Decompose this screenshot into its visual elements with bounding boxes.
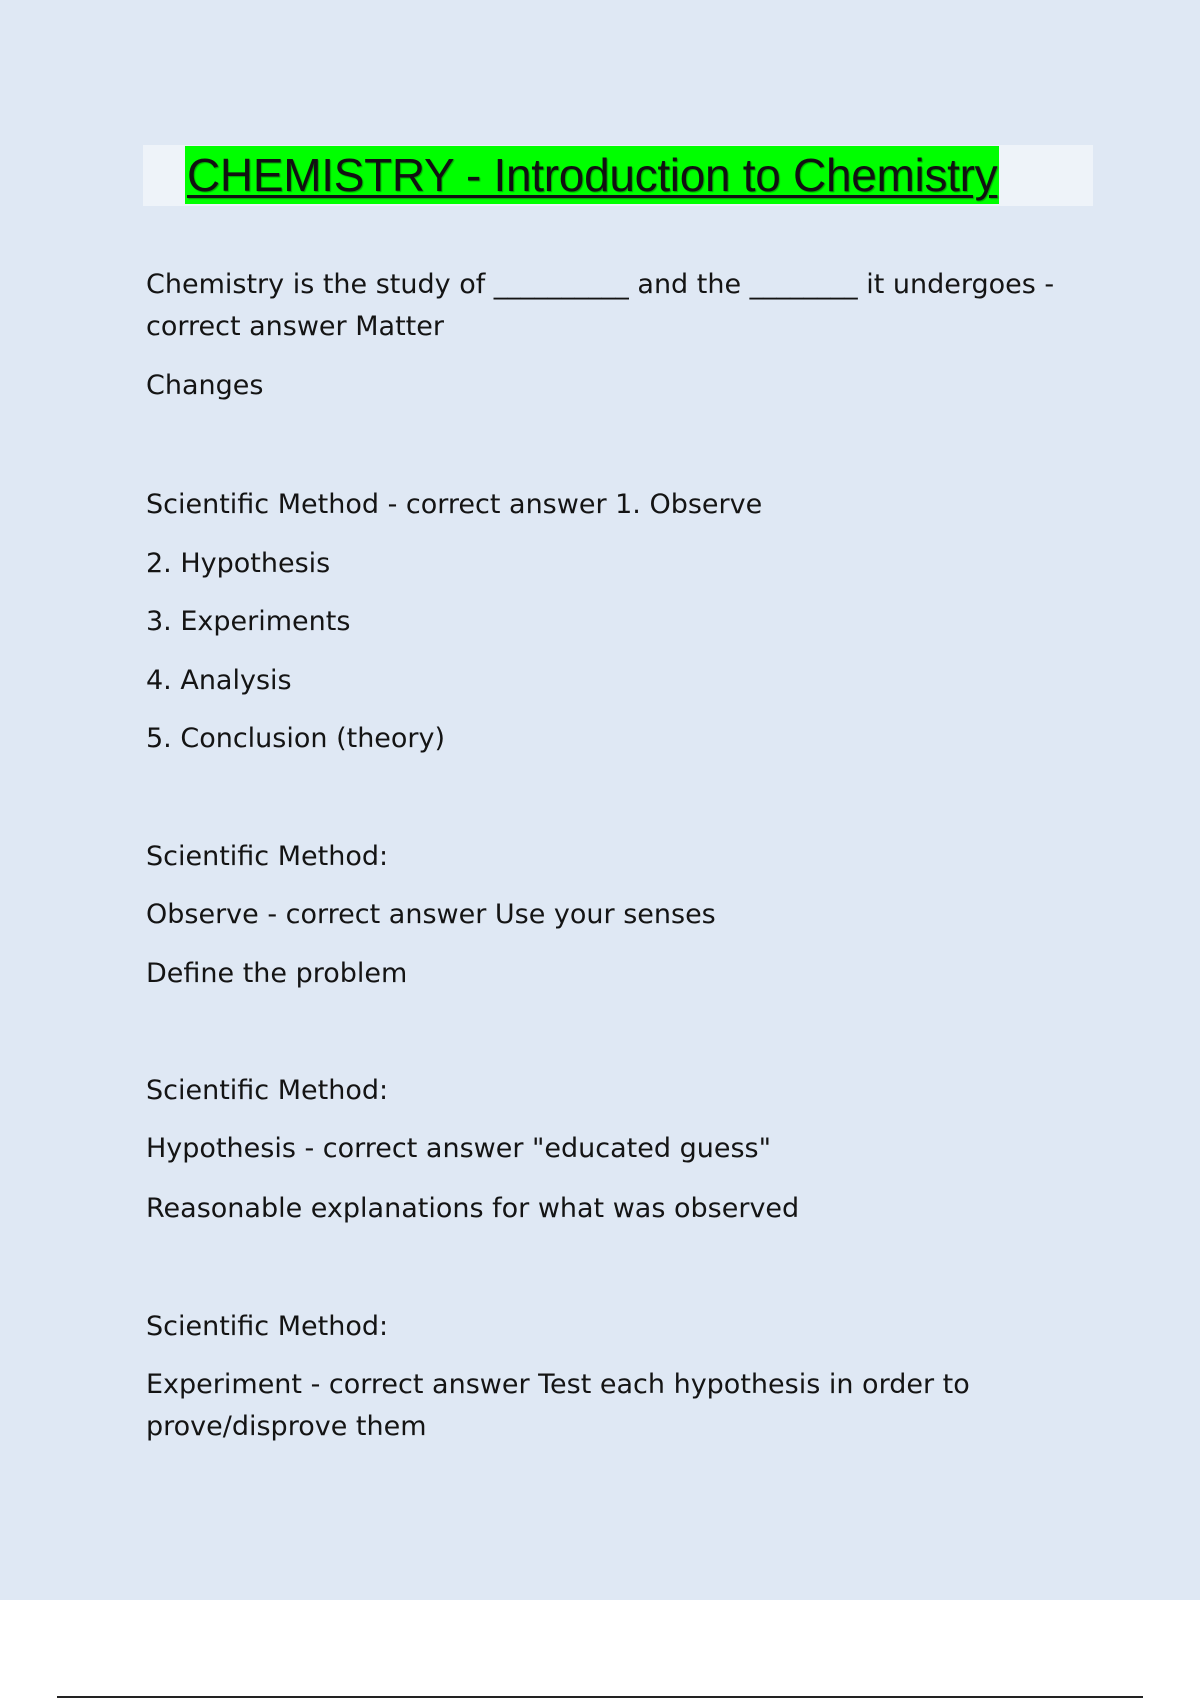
question-3: Observe - correct answer Use your senses — [146, 899, 716, 930]
section-heading: Scientific Method: — [146, 1311, 389, 1342]
page-title: CHEMISTRY - Introduction to Chemistry — [185, 146, 999, 204]
list-item: 5. Conclusion (theory) — [146, 723, 446, 754]
list-item: 4. Analysis — [146, 665, 292, 696]
question-4: Hypothesis - correct answer "educated guess" — [146, 1133, 772, 1164]
answer-line: Changes — [146, 370, 264, 401]
list-item: 3. Experiments — [146, 606, 351, 637]
list-item: 2. Hypothesis — [146, 548, 331, 579]
answer-line: Define the problem — [146, 958, 408, 989]
question-1: Chemistry is the study of __________ and the ________ it undergoes - correct answer Matter — [146, 269, 1055, 342]
question-2: Scientific Method - correct answer 1. Observe — [146, 489, 763, 520]
footer-divider — [57, 1696, 1143, 1698]
section-heading: Scientific Method: — [146, 1075, 389, 1106]
answer-line: Reasonable explanations for what was observed — [146, 1193, 800, 1224]
question-5: Experiment - correct answer Test each hypothesis in order to prove/disprove them — [146, 1369, 970, 1442]
section-heading: Scientific Method: — [146, 841, 389, 872]
